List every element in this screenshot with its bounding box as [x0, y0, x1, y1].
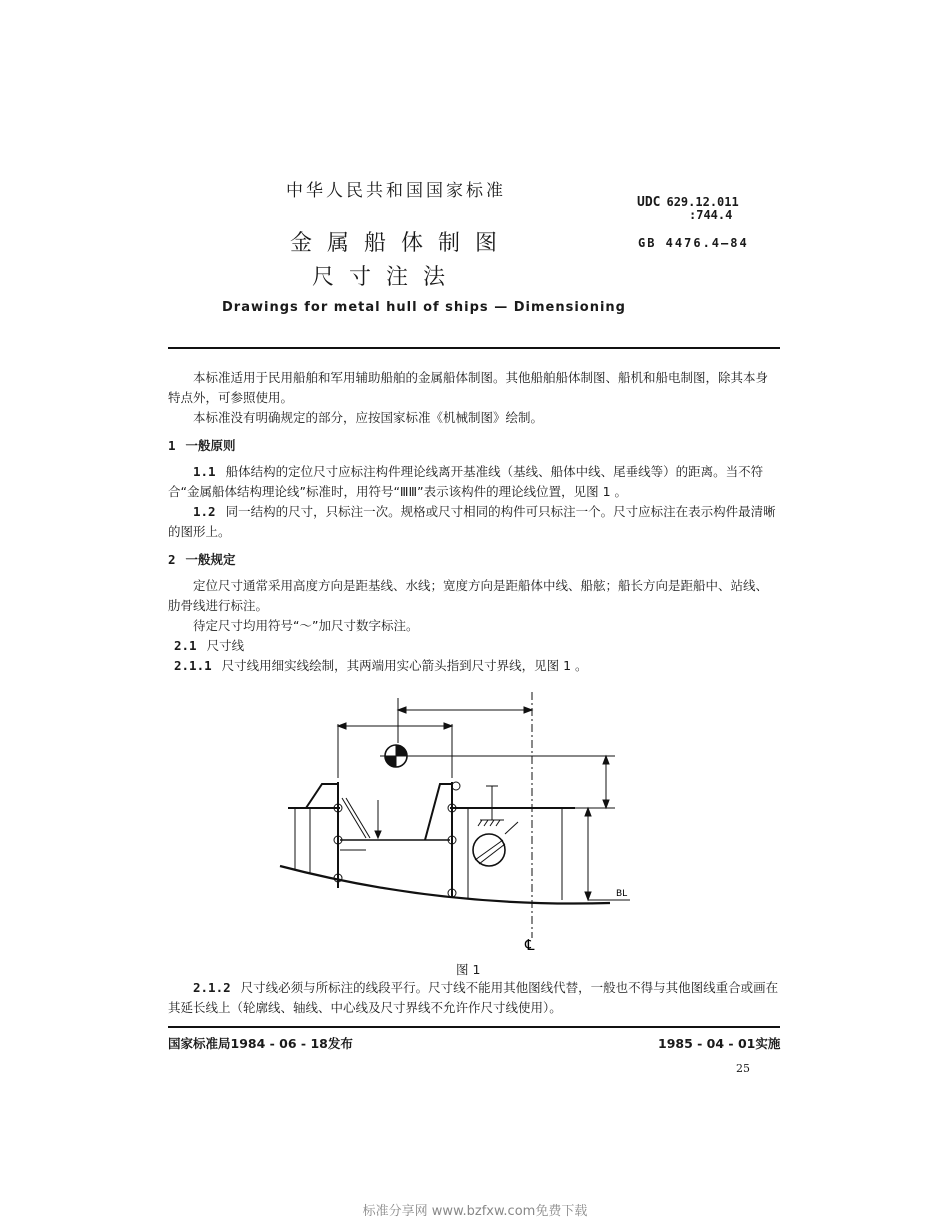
document-title-line2: 尺寸注法 — [312, 265, 461, 290]
document-title-english: Drawings for metal hull of ships — Dimensioning — [222, 300, 626, 315]
document-title-line1: 金属船体制图 — [290, 231, 513, 256]
udc-value-2: :744.4 — [689, 208, 733, 222]
clause-2-1-title: 尺寸线 — [206, 638, 245, 653]
clause-2-1-2-text: 尺寸线必须与所标注的线段平行。尺寸线不能用其他图线代替，一般也不得与其他图线重合或画在其延长线上（轮廓线、轴线、中心线及尺寸界线不允许作尺寸线使用）。 — [168, 980, 779, 1015]
clause-1-2-number: 1.2 — [193, 504, 216, 519]
footer-divider — [168, 1026, 780, 1028]
section-1-number: 1 — [168, 438, 176, 453]
clause-2-1-number: 2.1 — [174, 638, 197, 653]
clause-1-1-text: 船体结构的定位尺寸应标注构件理论线离开基准线（基线、船体中线、尾垂线等）的距离。当不符合“金属船体结构理论线”标准时，用符号“ⅢⅢ”表示该构件的理论线位置，见图 1 。 — [168, 464, 764, 499]
clause-1-2-text: 同一结构的尺寸，只标注一次。规格或尺寸相同的构件可只标注一个。尺寸应标注在表示构件最清晰的图形上。 — [168, 504, 776, 539]
header-divider — [168, 347, 780, 349]
watermark: 标准分享网 www.bzfxw.com免费下载 — [362, 1204, 588, 1219]
udc-label: UDC — [637, 195, 661, 210]
body-section-top — [168, 368, 780, 676]
hull-bottom-curve — [280, 866, 610, 904]
national-standard-heading: 中华人民共和国国家标准 — [286, 181, 506, 201]
section-1-heading — [168, 436, 780, 456]
udc-classification — [637, 196, 739, 222]
section-2-paragraph-2: 待定尺寸均用符号“～”加尺寸数字标注。 — [193, 618, 419, 633]
clause-1-1 — [168, 462, 780, 502]
clause-2-1 — [168, 636, 780, 656]
clause-2-1-1 — [168, 656, 780, 676]
clause-2-1-1-number: 2.1.1 — [174, 658, 212, 673]
clause-2-1-2-number: 2.1.2 — [193, 980, 231, 995]
section-2-heading — [168, 550, 780, 570]
section-2-title: 一般规定 — [185, 552, 236, 567]
udc-value-1: 629.12.011 — [666, 195, 739, 209]
gb-standard-code: GB 4476.4—84 — [638, 236, 749, 250]
figure-caption: 图 1 — [456, 962, 481, 977]
section-1-title: 一般原则 — [185, 438, 236, 453]
centerline-symbol: ℄ — [525, 936, 535, 954]
clause-2-1-1-text: 尺寸线用细实线绘制，其两端用实心箭头指到尺寸界线，见图 1 。 — [221, 658, 588, 673]
clause-1-2 — [168, 502, 780, 542]
section-2-number: 2 — [168, 552, 176, 567]
intro-paragraph-1: 本标准适用于民用船舶和军用辅助船舶的金属船体制图。其他船舶船体制图、船机和船电制图，除其本身特点外，可参照使用。 — [168, 370, 769, 405]
effective-date: 1985 - 04 - 01实施 — [658, 1036, 781, 1051]
issue-date: 国家标准局1984 - 06 - 18发布 — [168, 1036, 353, 1051]
section-2-paragraph-1: 定位尺寸通常采用高度方向是距基线、水线；宽度方向是距船体中线、船舷；船长方向是距船中、站线、肋骨线进行标注。 — [168, 578, 769, 613]
clause-2-1-2 — [168, 978, 780, 1018]
figure-1-hull-section — [270, 688, 630, 960]
intro-paragraph-2: 本标准没有明确规定的部分，应按国家标准《机械制图》绘制。 — [193, 410, 544, 425]
clause-1-1-number: 1.1 — [193, 464, 216, 479]
body-section-bottom — [168, 978, 780, 1018]
baseline-label: BL — [616, 889, 628, 899]
page-number: 25 — [736, 1062, 750, 1075]
